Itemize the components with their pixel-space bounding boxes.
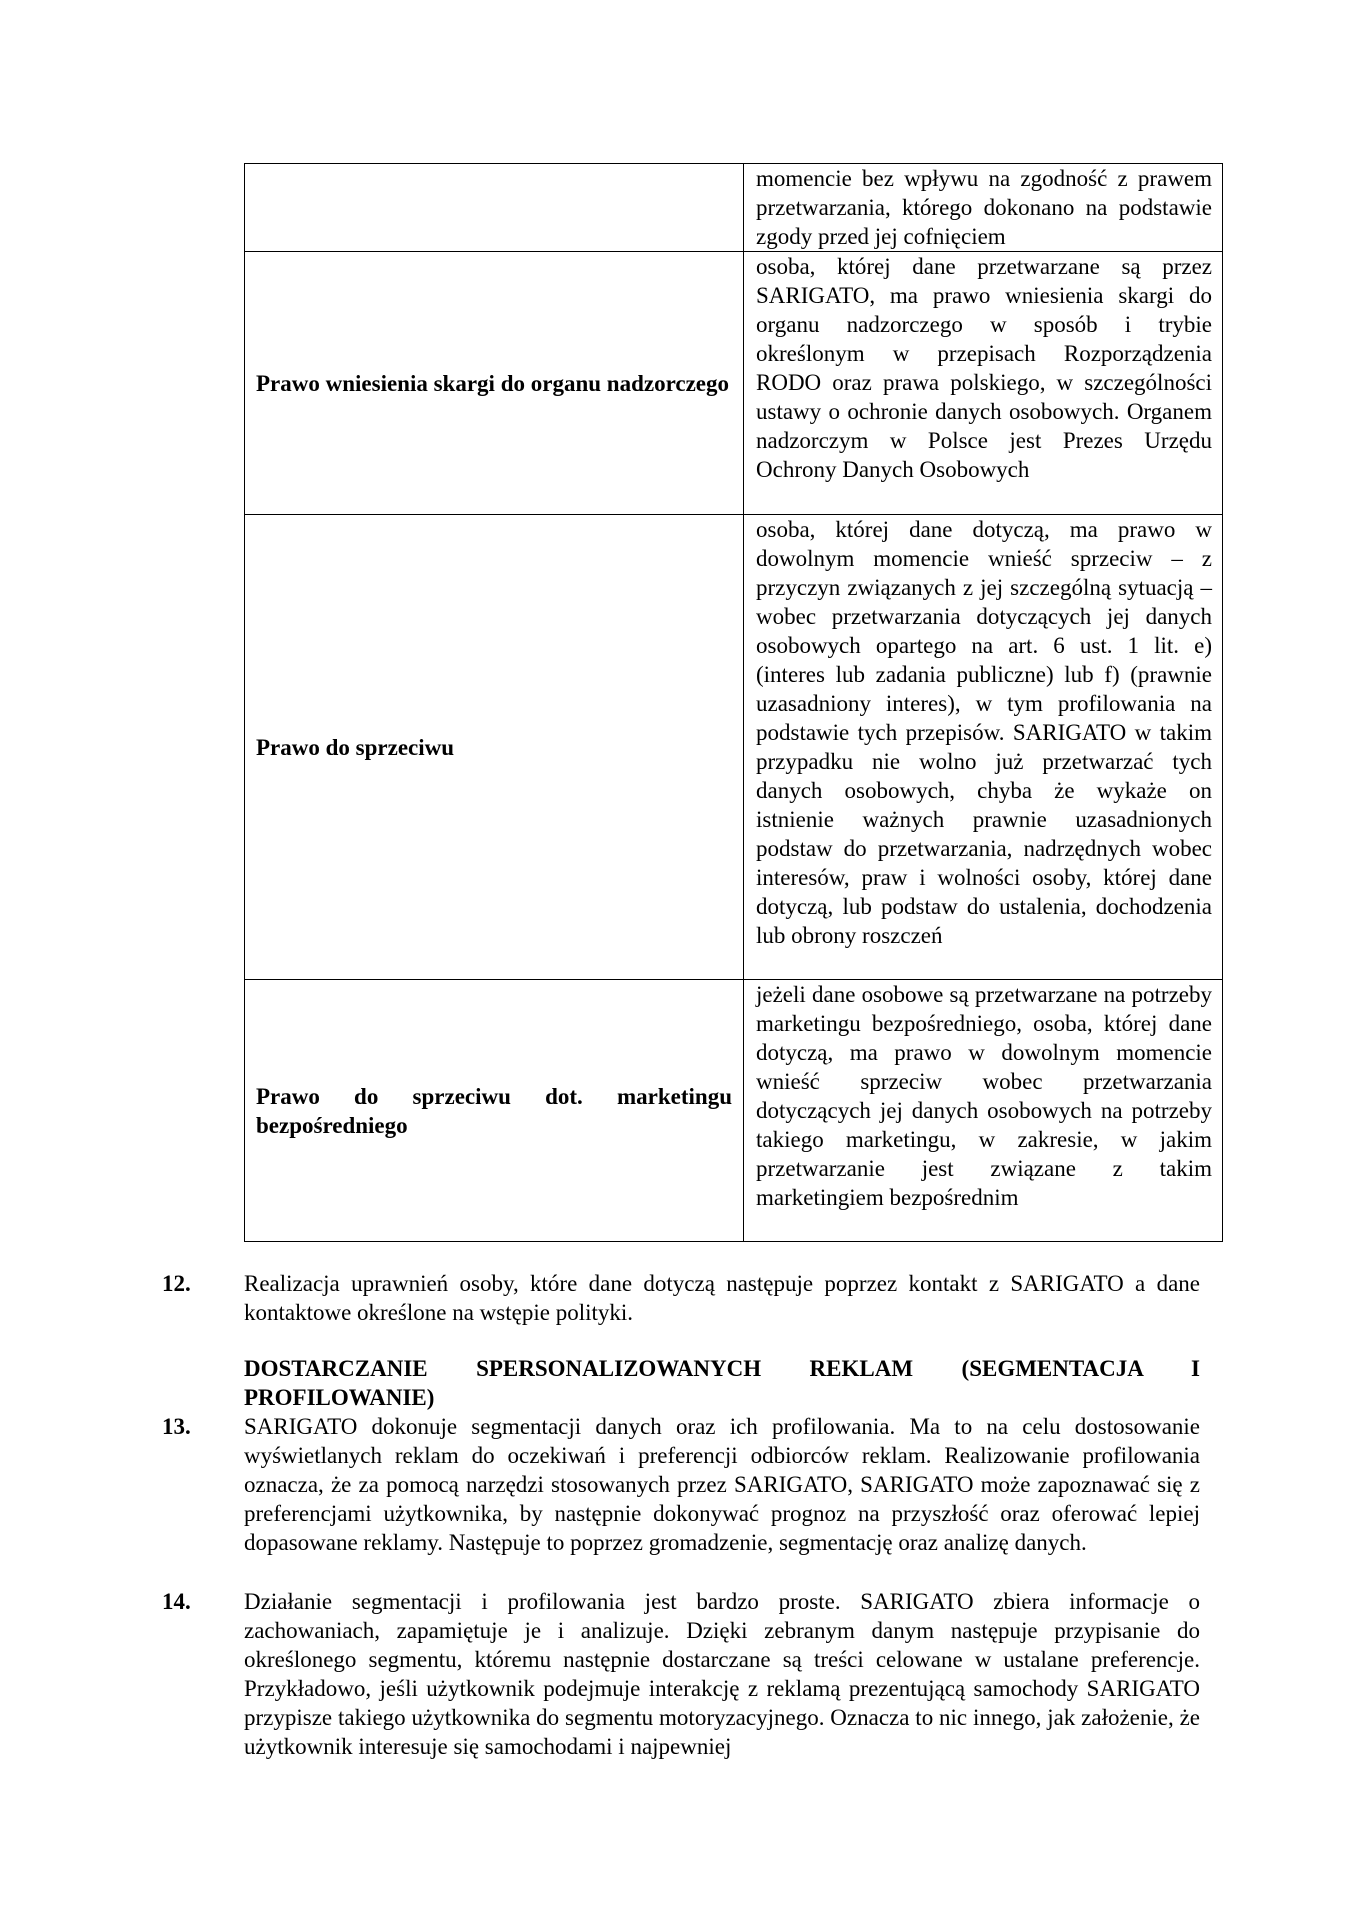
right-name-cell: Prawo do sprzeciwu dot. marketingu bezpośredniego: [245, 980, 744, 1242]
paragraph-number: 12.: [162, 1271, 191, 1296]
right-description-cell: momencie bez wpływu na zgodność z prawem przetwarzania, którego dokonano na podstawie zgody przed jej cofnięciem: [744, 164, 1223, 252]
paragraph-14: [162, 1587, 1200, 1761]
section-heading: DOSTARCZANIE SPERSONALIZOWANYCH REKLAM (SEGMENTACJA I PROFILOWANIE): [244, 1356, 1200, 1410]
rights-table: [244, 163, 1223, 1242]
paragraph-12: [162, 1269, 1200, 1327]
right-name-cell: Prawo wniesienia skargi do organu nadzorczego: [245, 252, 744, 515]
right-description-cell: osoba, której dane dotyczą, ma prawo w dowolnym momencie wnieść sprzeciw – z przyczyn związanych z jej szczególną sytuacją – wobec przetwarzania dotyczących jej danych osobowych opartego na art. 6 ust. 1 lit. e) (interes lub zadania publiczne) lub f) (prawnie uzasadniony interes), w tym profilowania na podstawie tych przepisów. SARIGATO w takim przypadku nie wolno już przetwarzać tych danych osobowych, chyba że wykaże on istnienie ważnych prawnie uzasadnionych podstaw do przetwarzania, nadrzędnych wobec interesów, praw i wolności osoby, której dane dotyczą, lub podstaw do ustalenia, dochodzenia lub obrony roszczeń: [744, 515, 1223, 980]
table-row: [245, 164, 1223, 252]
paragraph-number: 14.: [162, 1589, 191, 1614]
right-description-cell: osoba, której dane przetwarzane są przez SARIGATO, ma prawo wniesienia skargi do organu nadzorczego w sposób i trybie określonym w przepisach Rozporządzenia RODO oraz prawa polskiego, w szczególności ustawy o ochronie danych osobowych. Organem nadzorczym w Polsce jest Prezes Urzędu Ochrony Danych Osobowych: [744, 252, 1223, 515]
right-description-cell: jeżeli dane osobowe są przetwarzane na potrzeby marketingu bezpośredniego, osoba, której dane dotyczą, ma prawo w dowolnym momencie wnieść sprzeciw wobec przetwarzania dotyczących jej danych osobowych na potrzeby takiego marketingu, w zakresie, w jakim przetwarzanie jest związane z takim marketingiem bezpośrednim: [744, 980, 1223, 1242]
table-row: [245, 515, 1223, 980]
paragraph-text: SARIGATO dokonuje segmentacji danych oraz ich profilowania. Ma to na celu dostosowanie wyświetlanych reklam do oczekiwań i preferencji odbiorców reklam. Realizowanie profilowania oznacza, że za pomocą narzędzi stosowanych przez SARIGATO, SARIGATO może zapoznawać się z preferencjami użytkownika, by następnie dokonywać prognoz na przyszłość oraz oferować lepiej dopasowane reklamy. Następuje to poprzez gromadzenie, segmentację oraz analizę danych.: [244, 1414, 1200, 1555]
paragraph-text: Realizacja uprawnień osoby, które dane dotyczą następuje poprzez kontakt z SARIGATO a dane kontaktowe określone na wstępie polityki.: [244, 1271, 1200, 1325]
table-row: [245, 980, 1223, 1242]
paragraph-13: [162, 1412, 1200, 1557]
paragraph-number: 13.: [162, 1414, 191, 1439]
paragraph-text: Działanie segmentacji i profilowania jest bardzo proste. SARIGATO zbiera informacje o zachowaniach, zapamiętuje je i analizuje. Dzięki zebranym danym następuje przypisanie do określonego segmentu, któremu następnie dostarczane są treści celowane w ustalane preferencje. Przykładowo, jeśli użytkownik podejmuje interakcję z reklamą prezentującą samochody SARIGATO przypisze takiego użytkownika do segmentu motoryzacyjnego. Oznacza to nic innego, jak założenie, że użytkownik interesuje się samochodami i najpewniej: [244, 1589, 1200, 1759]
right-name-cell: [245, 164, 744, 252]
table-row: [245, 252, 1223, 515]
right-name-cell: Prawo do sprzeciwu: [245, 515, 744, 980]
